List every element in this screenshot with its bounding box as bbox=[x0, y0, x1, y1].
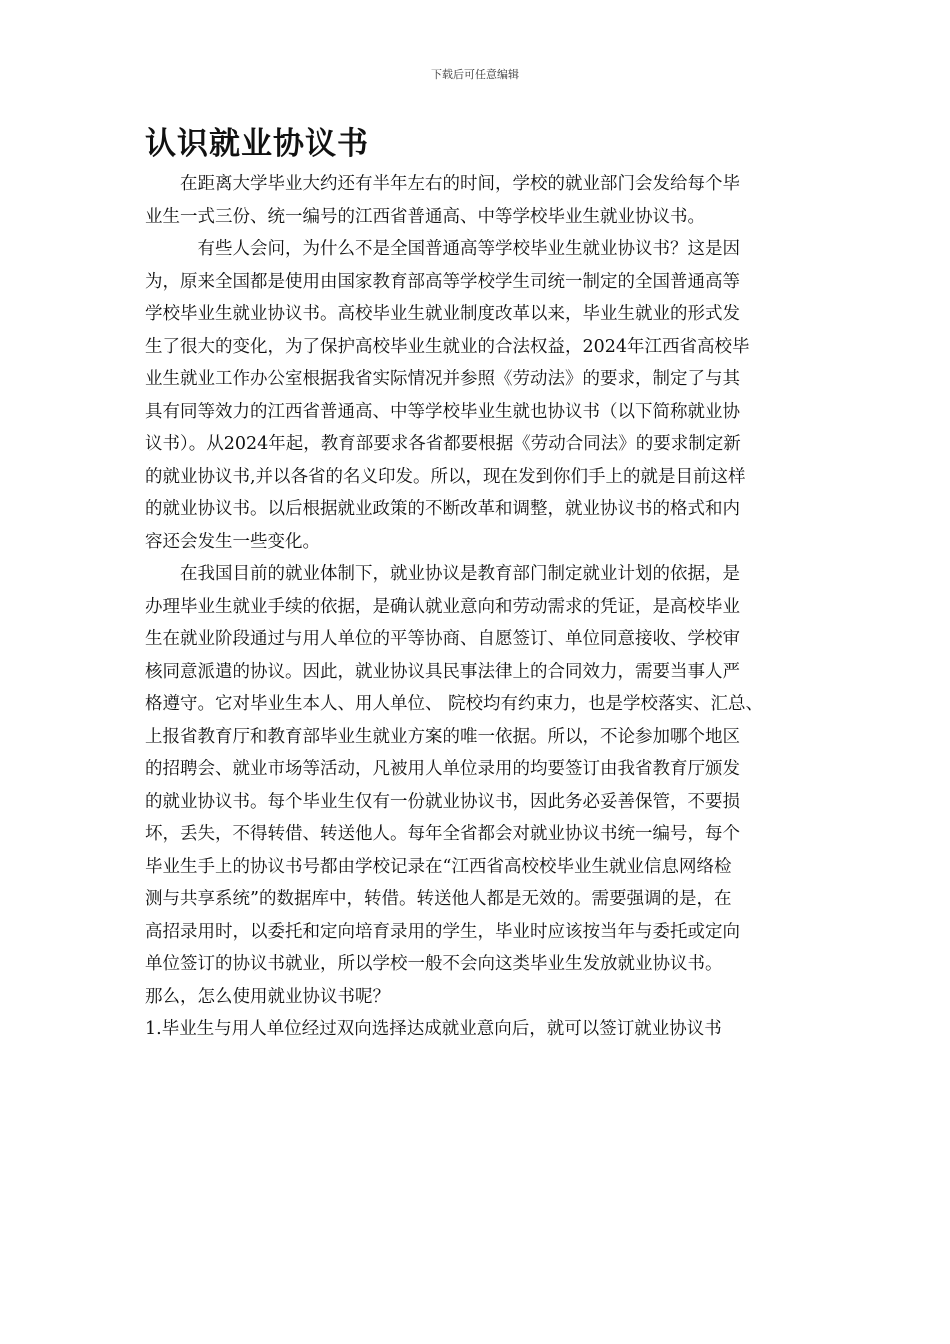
text-line: 核同意派遣的协议。因此，就业协议具民事法律上的合同效力，需要当事人严 bbox=[145, 661, 740, 682]
text-line: 在我国目前的就业体制下，就业协议是教育部门制定就业计划的依据，是 bbox=[145, 564, 740, 584]
text-line: 具有同等效力的江西省普通高、中等学校毕业生就也协议书（以下简称就业协 bbox=[145, 401, 740, 422]
text-line: 在距离大学毕业大约还有半年左右的时间，学校的就业部门会发给每个毕 bbox=[145, 174, 740, 194]
page-header: 下载后可任意编辑 bbox=[431, 68, 519, 81]
text-line: 生了很大的变化，为了保护高校毕业生就业的合法权益，2024年江西省高校毕 bbox=[145, 336, 750, 357]
text-line: 1.毕业生与用人单位经过双向选择达成就业意向后，就可以签订就业协议书 bbox=[145, 1019, 722, 1039]
text-line: 容还会发生一些变化。 bbox=[145, 531, 320, 552]
text-line: 格遵守。它对毕业生本人、用人单位、 院校均有约束力，也是学校落实、汇总、 bbox=[145, 694, 764, 714]
text-line: 办理毕业生就业手续的依据，是确认就业意向和劳动需求的凭证，是高校毕业 bbox=[145, 596, 740, 617]
text-line: 毕业生手上的协议书号都由学校记录在“江西省高校校毕业生就业信息网络检 bbox=[145, 856, 732, 877]
text-line: 的就业协议书。以后根据就业政策的不断改革和调整，就业协议书的格式和内 bbox=[145, 499, 740, 519]
text-line: 学校毕业生就业协议书。高校毕业生就业制度改革以来，毕业生就业的形式发 bbox=[145, 304, 740, 324]
text-line: 那么，怎么使用就业协议书呢？ bbox=[145, 986, 390, 1007]
text-line: 生在就业阶段通过与用人单位的平等协商、自愿签订、单位同意接收、学校审 bbox=[145, 629, 740, 649]
text-line: 单位签订的协议书就业，所以学校一般不会向这类毕业生发放就业协议书。 bbox=[145, 954, 723, 974]
document-title: 认识就业协议书 bbox=[145, 126, 369, 162]
text-line: 坏，丢失，不得转借、转送他人。每年全省都会对就业协议书统一编号，每个 bbox=[145, 824, 740, 844]
text-line: 业生一式三份、统一编号的江西省普通高、中等学校毕业生就业协议书。 bbox=[145, 206, 705, 227]
text-line: 业生就业工作办公室根据我省实际情况并参照《劳动法》的要求，制定了与其 bbox=[145, 369, 740, 389]
text-line: 为，原来全国都是使用由国家教育部高等学校学生司统一制定的全国普通高等 bbox=[145, 271, 740, 292]
text-line: 的就业协议书,并以各省的名义印发。所以，现在发到你们手上的就是目前这样 bbox=[145, 466, 746, 487]
text-line: 议书）。从2024年起，教育部要求各省都要根据《劳动合同法》的要求制定新 bbox=[145, 434, 741, 454]
document-body bbox=[145, 168, 825, 1046]
text-line: 有些人会问，为什么不是全国普通高等学校毕业生就业协议书？这是因 bbox=[145, 239, 740, 259]
text-line: 的就业协议书。每个毕业生仅有一份就业协议书，因此务必妥善保管，不要损 bbox=[145, 791, 740, 812]
text-line: 上报省教育厅和教育部毕业生就业方案的唯一依据。所以，不论参加哪个地区 bbox=[145, 726, 740, 747]
text-line: 测与共享系统”的数据库中，转借。转送他人都是无效的。需要强调的是，在 bbox=[145, 889, 732, 909]
text-line: 的招聘会、就业市场等活动，凡被用人单位录用的均要签订由我省教育厅颁发 bbox=[145, 759, 740, 779]
text-line: 高招录用时，以委托和定向培育录用的学生，毕业时应该按当年与委托或定向 bbox=[145, 921, 740, 942]
